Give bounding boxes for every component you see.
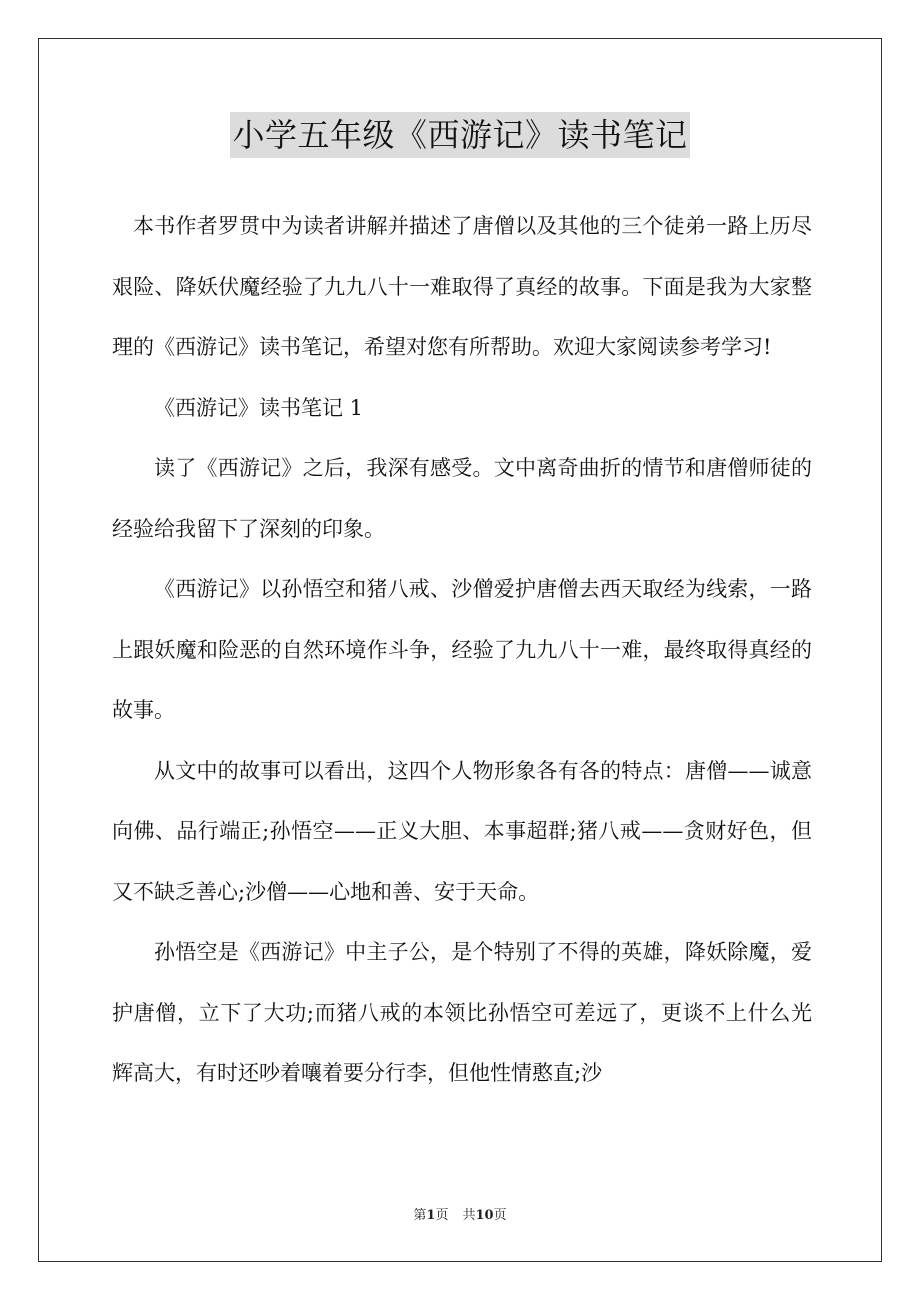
document-title: 小学五年级《西游记》读书笔记 [230,112,689,158]
page-footer [0,1207,920,1225]
page-suffix: 页 [435,1208,449,1223]
page-number: 1 [426,1208,436,1223]
body-paragraph: 读了《西游记》之后，我深有感受。文中离奇曲折的情节和唐僧师徒的经验给我留下了深刻的印象。 [112,456,812,541]
document-title-container [0,112,920,158]
total-suffix: 页 [493,1208,507,1223]
body-paragraph: 《西游记》以孙悟空和猪八戒、沙僧爱护唐僧去西天取经为线索，一路上跟妖魔和险恶的自然环境作斗争，经验了九九八十一难，最终取得真经的故事。 [112,577,812,722]
intro-paragraph: 本书作者罗贯中为读者讲解并描述了唐僧以及其他的三个徒弟一路上历尽艰险、降妖伏魔经验了九九八十一难取得了真经的故事。下面是我为大家整理的《西游记》读书笔记，希望对您有所帮助。欢迎大家阅读参考学习! [112,214,812,359]
body-paragraph: 从文中的故事可以看出，这四个人物形象各有各的特点：唐僧——诚意向佛、品行端正;孙悟空——正义大胆、本事超群;猪八戒——贪财好色，但又不缺乏善心;沙僧——心地和善、安于天命。 [112,758,812,904]
total-prefix: 共 [462,1208,476,1223]
body-paragraph: 孙悟空是《西游记》中主子公，是个特别了不得的英雄，降妖除魔，爱护唐僧，立下了大功;而猪八戒的本领比孙悟空可差远了，更谈不上什么光辉高大，有时还吵着嚷着要分行李，但他性情憨直;沙 [112,940,812,1085]
page-prefix: 第 [413,1208,427,1223]
total-pages: 10 [475,1208,494,1223]
document-body [112,196,812,1104]
section-heading: 《西游记》读书笔记 1 [154,395,364,420]
